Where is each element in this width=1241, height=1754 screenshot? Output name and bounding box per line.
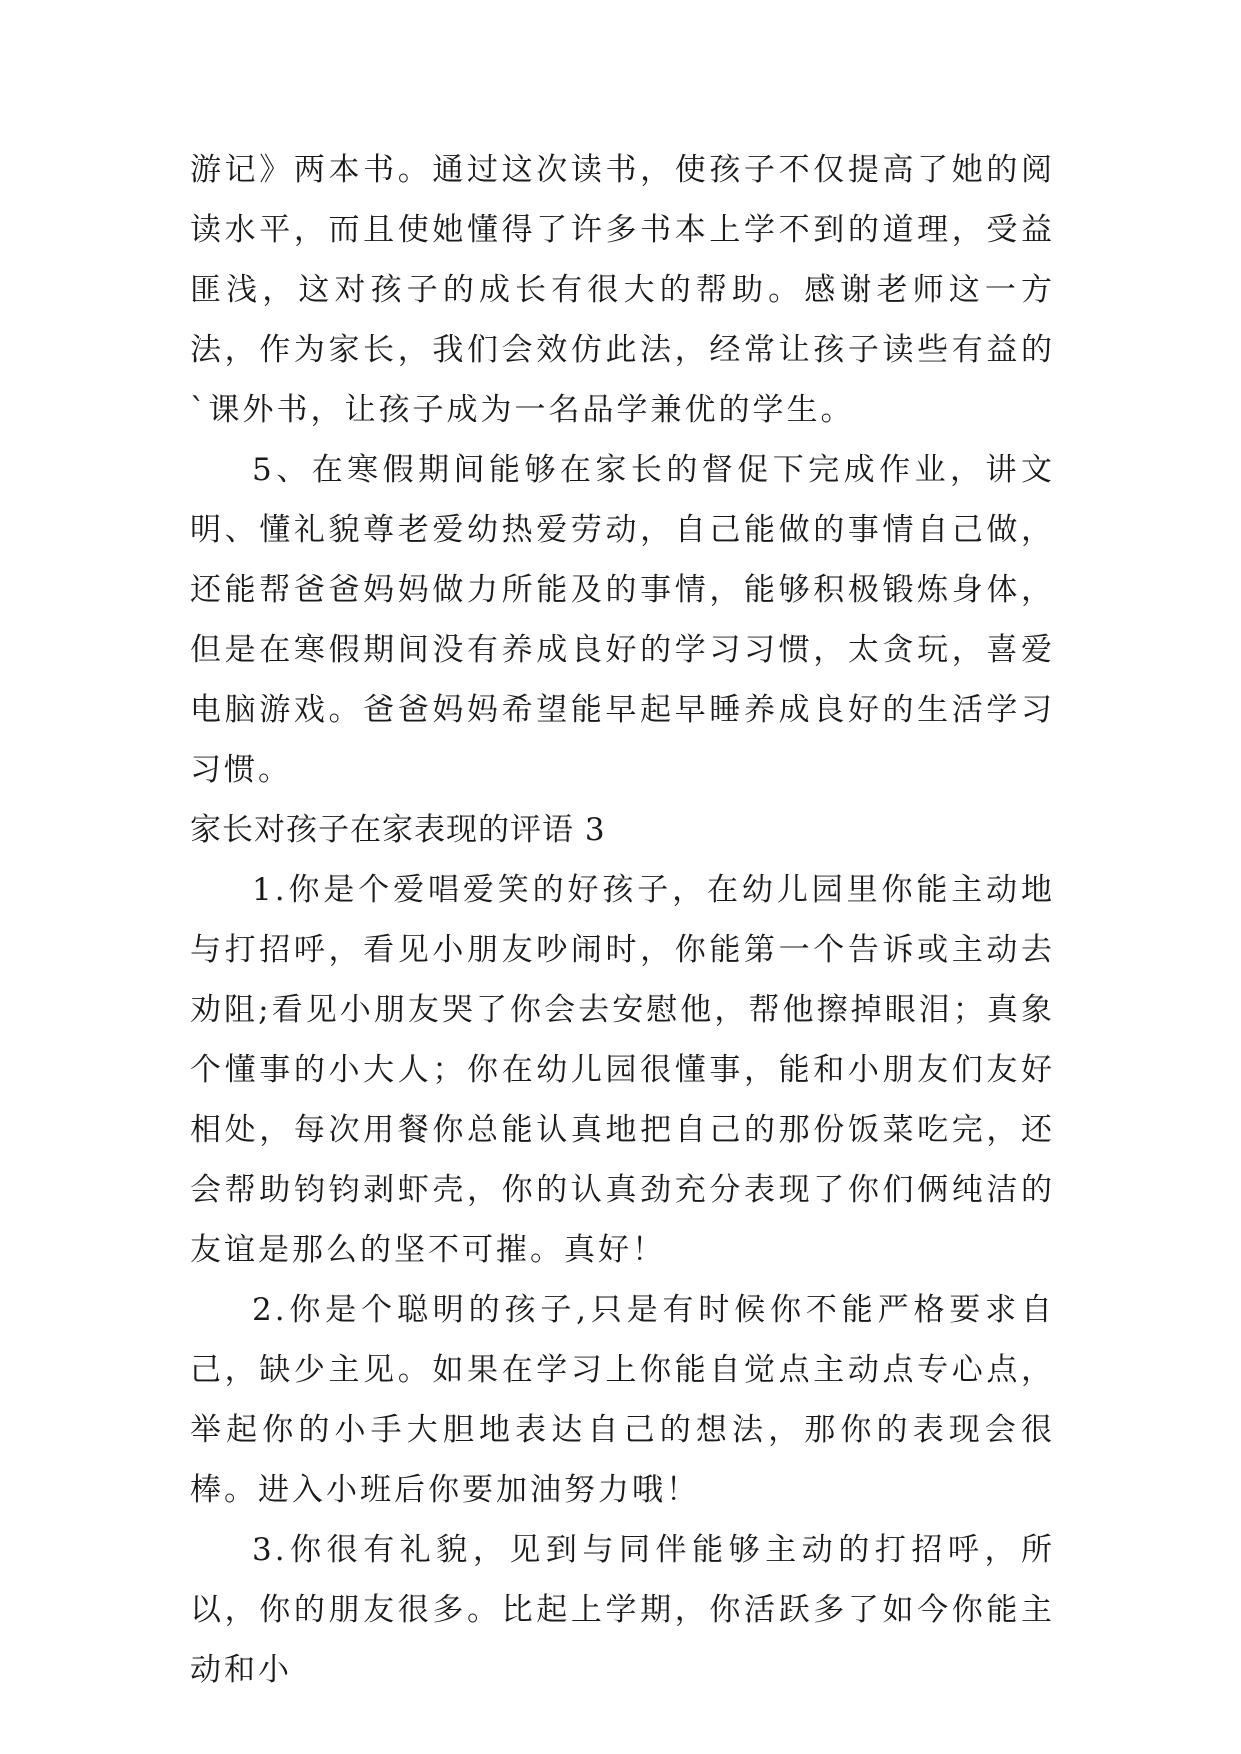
list-item-3: 3.你很有礼貌，见到与同伴能够主动的打招呼，所以，你的朋友很多。比起上学期，你活跃多了如今你能主动和小 [190, 1532, 1055, 1688]
document-page [190, 140, 1055, 1700]
paragraph-continued: 游记》两本书。通过这次读书，使孩子不仅提高了她的阅读水平，而且使她懂得了许多书本上学不到的道理，受益匪浅，这对孩子的成长有很大的帮助。感谢老师这一方法，作为家长，我们会效仿此法，经常让孩子读些有益的`课外书，让孩子成为一名品学兼优的学生。 [190, 152, 1055, 428]
list-item-1: 1.你是个爱唱爱笑的好孩子，在幼儿园里你能主动地与打招呼，看见小朋友吵闹时，你能第一个告诉或主动去劝阻;看见小朋友哭了你会去安慰他，帮他擦掉眼泪；真象个懂事的小大人；你在幼儿园很懂事，能和小朋友们友好相处，每次用餐你总能认真地把自己的那份饭菜吃完，还会帮助钧钧剥虾壳，你的认真劲充分表现了你们俩纯洁的友谊是那么的坚不可摧。真好！ [190, 872, 1055, 1268]
section-title: 家长对孩子在家表现的评语 3 [190, 812, 606, 848]
paragraph-item-5: 5、在寒假期间能够在家长的督促下完成作业，讲文明、懂礼貌尊老爱幼热爱劳动，自己能做的事情自己做，还能帮爸爸妈妈做力所能及的事情，能够积极锻炼身体，但是在寒假期间没有养成良好的学习习惯，太贪玩，喜爱电脑游戏。爸爸妈妈希望能早起早睡养成良好的生活学习习惯。 [190, 452, 1055, 788]
list-item-2: 2.你是个聪明的孩子,只是有时候你不能严格要求自己，缺少主见。如果在学习上你能自觉点主动点专心点，举起你的小手大胆地表达自己的想法，那你的表现会很棒。进入小班后你要加油努力哦！ [190, 1292, 1055, 1508]
